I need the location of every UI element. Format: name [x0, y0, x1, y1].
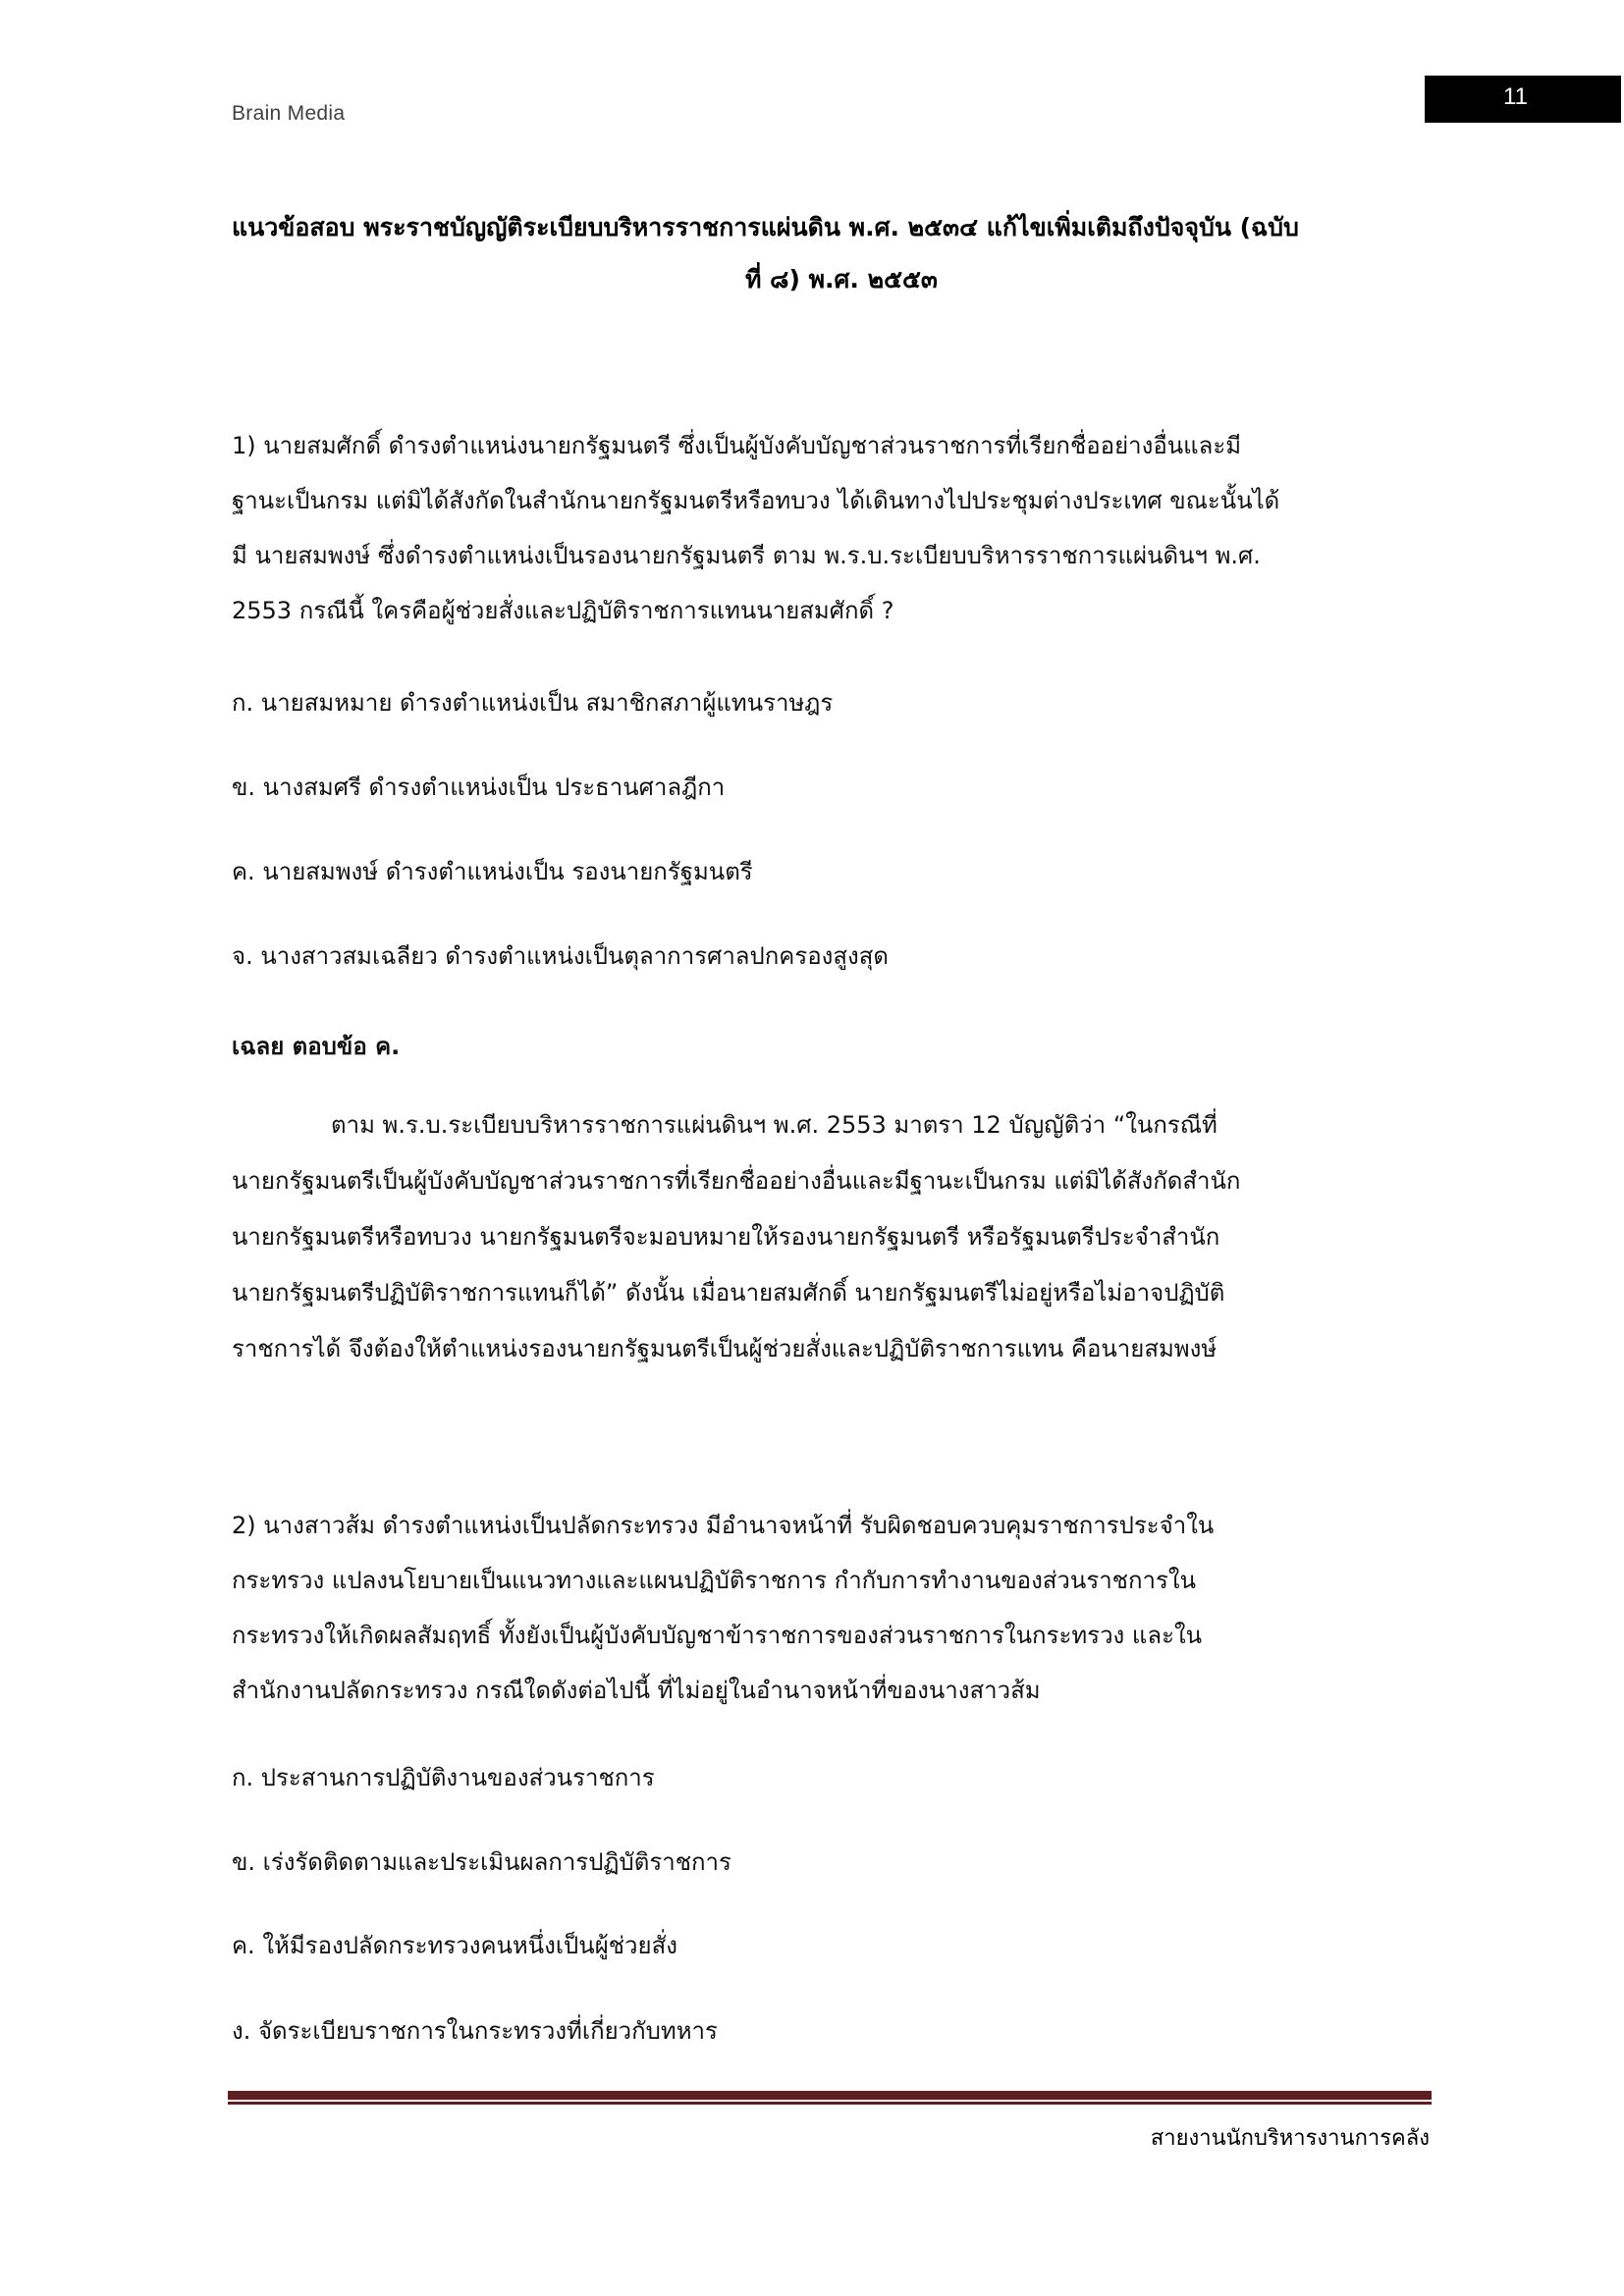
option-item: ง. จัดระเบียบราชการในกระทรวงที่เกี่ยวกับทหาร [232, 2017, 718, 2045]
document-title-line-2: ที่ ๘) พ.ศ. ๒๕๕๓ [744, 265, 939, 294]
option-item: ค. นายสมพงษ์ ดำรงตำแหน่งเป็น รองนายกรัฐมนตรี [232, 858, 753, 885]
option-item: จ. นางสาวสมเฉลียว ดำรงตำแหน่งเป็นตุลาการศาลปกครองสูงสุด [232, 942, 889, 970]
option-item: ข. นางสมศรี ดำรงตำแหน่งเป็น ประธานศาลฎีกา [232, 774, 726, 801]
explanation-line: นายกรัฐมนตรีปฏิบัติราชการแทนก็ได้” ดังนั้น เมื่อนายสมศักดิ์ นายกรัฐมนตรีไม่อยู่หรือไม่อาจปฏิบัติ [232, 1279, 1225, 1307]
option-item: ค. ให้มีรองปลัดกระทรวงคนหนึ่งเป็นผู้ช่วยสั่ง [232, 1932, 677, 1959]
option-item: ก. นายสมหมาย ดำรงตำแหน่งเป็น สมาชิกสภาผู้แทนราษฎร [232, 689, 834, 717]
question-text-line: กระทรวง แปลงนโยบายเป็นแนวทางและแผนปฏิบัติราชการ กำกับการทำงานของส่วนราชการใน [232, 1567, 1196, 1594]
option-item: ก. ประสานการปฏิบัติงานของส่วนราชการ [232, 1764, 655, 1791]
explanation-line: ราชการได้ จึงต้องให้ตำแหน่งรองนายกรัฐมนตรีเป็นผู้ช่วยสั่งและปฏิบัติราชการแทน คือนายสมพงษ์ [232, 1335, 1218, 1362]
question-text-line: 2553 กรณีนี้ ใครคือผู้ช่วยสั่งและปฏิบัติราชการแทนนายสมศักดิ์ ? [232, 597, 894, 624]
question-text-line: 2) นางสาวส้ม ดำรงตำแหน่งเป็นปลัดกระทรวง มีอำนาจหน้าที่ รับผิดชอบควบคุมราชการประจำใน [232, 1512, 1215, 1539]
question-text-line: ฐานะเป็นกรม แต่มิได้สังกัดในสำนักนายกรัฐมนตรีหรือทบวง ได้เดินทางไปประชุมต่างประเทศ ขณะนั้นได้ [232, 487, 1280, 514]
page-number-box [1425, 76, 1621, 123]
document-title-line-1: แนวข้อสอบ พระราชบัญญัติระเบียบบริหารราชการแผ่นดิน พ.ศ. ๒๕๓๔ แก้ไขเพิ่มเติมถึงปัจจุบัน (ฉบับ [232, 213, 1299, 241]
footer-text: สายงานนักบริหารงานการคลัง [1150, 2126, 1430, 2151]
explanation-line: ตาม พ.ร.บ.ระเบียบบริหารราชการแผ่นดินฯ พ.ศ. 2553 มาตรา 12 บัญญัติว่า “ในกรณีที่ [331, 1111, 1218, 1139]
header-brand: Brain Media [232, 102, 346, 125]
page-number: 11 [1503, 83, 1528, 110]
question-text-line: กระทรวงให้เกิดผลสัมฤทธิ์ ทั้งยังเป็นผู้บังคับบัญชาข้าราชการของส่วนราชการในกระทรวง และใน [232, 1622, 1203, 1649]
explanation-line: นายกรัฐมนตรีเป็นผู้บังคับบัญชาส่วนราชการที่เรียกชื่ออย่างอื่นและมีฐานะเป็นกรม แต่มิได้สังกัดสำนัก [232, 1167, 1241, 1195]
answer-label: เฉลย ตอบข้อ ค. [232, 1033, 401, 1060]
explanation-line: นายกรัฐมนตรีหรือทบวง นายกรัฐมนตรีจะมอบหมายให้รองนายกรัฐมนตรี หรือรัฐมนตรีประจำสำนัก [232, 1223, 1220, 1251]
question-text-line: มี นายสมพงษ์ ซึ่งดำรงตำแหน่งเป็นรองนายกรัฐมนตรี ตาม พ.ร.บ.ระเบียบบริหารราชการแผ่นดินฯ พ.ศ. [232, 542, 1261, 569]
option-item: ข. เร่งรัดติดตามและประเมินผลการปฏิบัติราชการ [232, 1848, 731, 1876]
question-text-line: 1) นายสมศักดิ์ ดำรงตำแหน่งนายกรัฐมนตรี ซึ่งเป็นผู้บังคับบัญชาส่วนราชการที่เรียกชื่ออย่างอื่นและมี [232, 432, 1242, 459]
footer-divider-thin [228, 2102, 1432, 2105]
question-text-line: สำนักงานปลัดกระทรวง กรณีใดดังต่อไปนี้ ที่ไม่อยู่ในอำนาจหน้าที่ของนางสาวส้ม [232, 1677, 1041, 1704]
footer-divider-thick [228, 2091, 1432, 2100]
